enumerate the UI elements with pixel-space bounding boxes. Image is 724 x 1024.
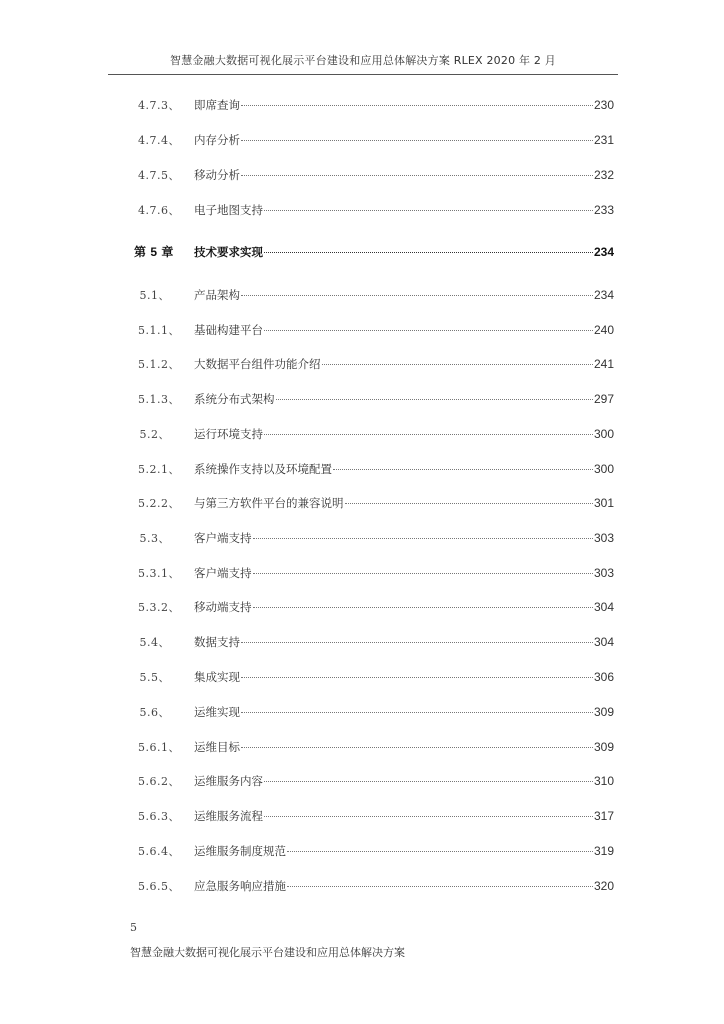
toc-entry-title[interactable]: 运维实现: [194, 705, 240, 719]
toc-entry-number: 5.1、: [139, 289, 170, 302]
dot-leader: [241, 140, 593, 141]
toc-entry-number: 5.1.1、: [138, 324, 180, 337]
toc-entry[interactable]: [108, 322, 614, 340]
toc-entry-page: 300: [593, 427, 614, 441]
toc-entry-title[interactable]: 电子地图支持: [194, 203, 263, 217]
toc-entry-page: 234: [593, 288, 614, 302]
dot-leader: [264, 816, 593, 817]
toc-entry-page: 309: [593, 740, 614, 754]
dot-leader: [241, 642, 593, 643]
toc-entry[interactable]: [108, 843, 614, 861]
toc-entry-number: 5.6、: [139, 706, 170, 719]
toc-entry-page: 317: [593, 809, 614, 823]
toc-entry-number: 4.7.5、: [138, 169, 180, 182]
toc-entry-page: 319: [593, 844, 614, 858]
toc-entry[interactable]: [108, 287, 614, 305]
dot-leader: [345, 503, 593, 504]
dot-leader: [276, 399, 593, 400]
toc-entry[interactable]: [108, 530, 614, 548]
toc-entry-page: 303: [593, 566, 614, 580]
toc-entry-number: 5.6.2、: [138, 775, 180, 788]
toc-entry[interactable]: [108, 669, 614, 687]
toc-entry-title[interactable]: 运维服务制度规范: [194, 844, 286, 858]
toc-entry-number: 5.1.2、: [138, 358, 180, 371]
toc-entry-number: 5.5、: [139, 671, 170, 684]
toc-entry-title[interactable]: 运维服务内容: [194, 774, 263, 788]
toc-entry-number: 5.6.3、: [138, 810, 180, 823]
toc-entry-number: 5.2.1、: [138, 463, 180, 476]
dot-leader: [241, 712, 593, 713]
footer-title: 智慧金融大数据可视化展示平台建设和应用总体解决方案: [130, 946, 405, 959]
toc-entry-title[interactable]: 基础构建平台: [194, 323, 263, 337]
toc-entry-number: 5.2、: [139, 428, 170, 441]
dot-leader: [241, 747, 593, 748]
toc-entry-title[interactable]: 产品架构: [194, 288, 240, 302]
page-header: 智慧金融大数据可视化展示平台建设和应用总体解决方案 RLEX 2020 年 2 月: [170, 54, 556, 67]
toc-entry-title[interactable]: 数据支持: [194, 635, 240, 649]
toc-entry-number: 5.3、: [139, 532, 170, 545]
toc-entry-page: 234: [593, 245, 614, 259]
toc-entry-number: 5.6.5、: [138, 880, 180, 893]
toc-entry-title[interactable]: 客户端支持: [194, 566, 252, 580]
toc-entry-page: 232: [593, 168, 614, 182]
toc-entry-title[interactable]: 运维目标: [194, 740, 240, 754]
toc-entry-title[interactable]: 技术要求实现: [194, 245, 263, 259]
toc-entry-title[interactable]: 集成实现: [194, 670, 240, 684]
footer-page-number: 5: [130, 921, 137, 934]
dot-leader: [264, 252, 593, 253]
toc-entry[interactable]: [108, 356, 614, 374]
toc-chapter-entry[interactable]: [108, 243, 614, 261]
toc-entry[interactable]: [108, 634, 614, 652]
dot-leader: [287, 851, 593, 852]
toc-entry-title[interactable]: 内存分析: [194, 133, 240, 147]
toc-entry[interactable]: [108, 426, 614, 444]
toc-entry-page: 233: [593, 203, 614, 217]
toc-entry-number: 5.4、: [139, 636, 170, 649]
toc-entry-number: 4.7.3、: [138, 99, 180, 112]
toc-entry[interactable]: [108, 704, 614, 722]
dot-leader: [322, 364, 593, 365]
toc-entry-page: 310: [593, 774, 614, 788]
toc-entry-title[interactable]: 即席查询: [194, 98, 240, 112]
dot-leader: [333, 469, 593, 470]
toc-entry-page: 240: [593, 323, 614, 337]
toc-entry-page: 230: [593, 98, 614, 112]
toc-entry-title[interactable]: 运行环境支持: [194, 427, 263, 441]
toc-entry-title[interactable]: 与第三方软件平台的兼容说明: [194, 496, 344, 510]
toc-entry[interactable]: [108, 132, 614, 150]
dot-leader: [287, 886, 593, 887]
toc-entry-title[interactable]: 运维服务流程: [194, 809, 263, 823]
toc-entry-number: 5.1.3、: [138, 393, 180, 406]
toc-entry[interactable]: [108, 202, 614, 220]
toc-entry-page: 303: [593, 531, 614, 545]
toc-entry-title[interactable]: 移动分析: [194, 168, 240, 182]
toc-entry[interactable]: [108, 391, 614, 409]
dot-leader: [241, 295, 593, 296]
dot-leader: [264, 210, 593, 211]
toc-entry-number: 4.7.4、: [138, 134, 180, 147]
toc-entry[interactable]: [108, 739, 614, 757]
toc-entry[interactable]: [108, 167, 614, 185]
dot-leader: [253, 573, 593, 574]
toc-entry-page: 304: [593, 635, 614, 649]
toc-entry-title[interactable]: 大数据平台组件功能介绍: [194, 357, 321, 371]
toc-entry-title[interactable]: 应急服务响应措施: [194, 879, 286, 893]
toc-entry-page: 304: [593, 600, 614, 614]
toc-entry[interactable]: [108, 461, 614, 479]
toc-entry[interactable]: [108, 495, 614, 513]
toc-entry-number: 5.3.1、: [138, 567, 180, 580]
toc-entry[interactable]: [108, 97, 614, 115]
dot-leader: [253, 538, 593, 539]
dot-leader: [241, 175, 593, 176]
toc-entry-page: 306: [593, 670, 614, 684]
toc-entry-page: 297: [593, 392, 614, 406]
toc-entry[interactable]: [108, 808, 614, 826]
dot-leader: [241, 677, 593, 678]
toc-entry[interactable]: [108, 599, 614, 617]
toc-entry-title[interactable]: 移动端支持: [194, 600, 252, 614]
toc-entry-number: 4.7.6、: [138, 204, 180, 217]
toc-entry-title[interactable]: 系统操作支持以及环境配置: [194, 462, 332, 476]
toc-entry[interactable]: [108, 773, 614, 791]
header-divider: [108, 74, 618, 75]
toc-entry-title[interactable]: 系统分布式架构: [194, 392, 275, 406]
toc-entry-page: 300: [593, 462, 614, 476]
dot-leader: [253, 607, 593, 608]
toc-entry-number: 5.3.2、: [138, 601, 180, 614]
dot-leader: [264, 781, 593, 782]
dot-leader: [241, 105, 593, 106]
dot-leader: [264, 434, 593, 435]
toc-entry-title[interactable]: 客户端支持: [194, 531, 252, 545]
toc-entry-number: 5.6.1、: [138, 741, 180, 754]
toc-entry-page: 309: [593, 705, 614, 719]
toc-entry-page: 301: [593, 496, 614, 510]
toc-entry[interactable]: [108, 565, 614, 583]
toc-entry-page: 320: [593, 879, 614, 893]
toc-entry-number: 5.2.2、: [138, 497, 180, 510]
toc-entry-page: 241: [593, 357, 614, 371]
toc-entry-number: 第 5 章: [134, 245, 174, 259]
toc-entry-number: 5.6.4、: [138, 845, 180, 858]
toc-entry-page: 231: [593, 133, 614, 147]
dot-leader: [264, 330, 593, 331]
toc-entry[interactable]: [108, 878, 614, 896]
